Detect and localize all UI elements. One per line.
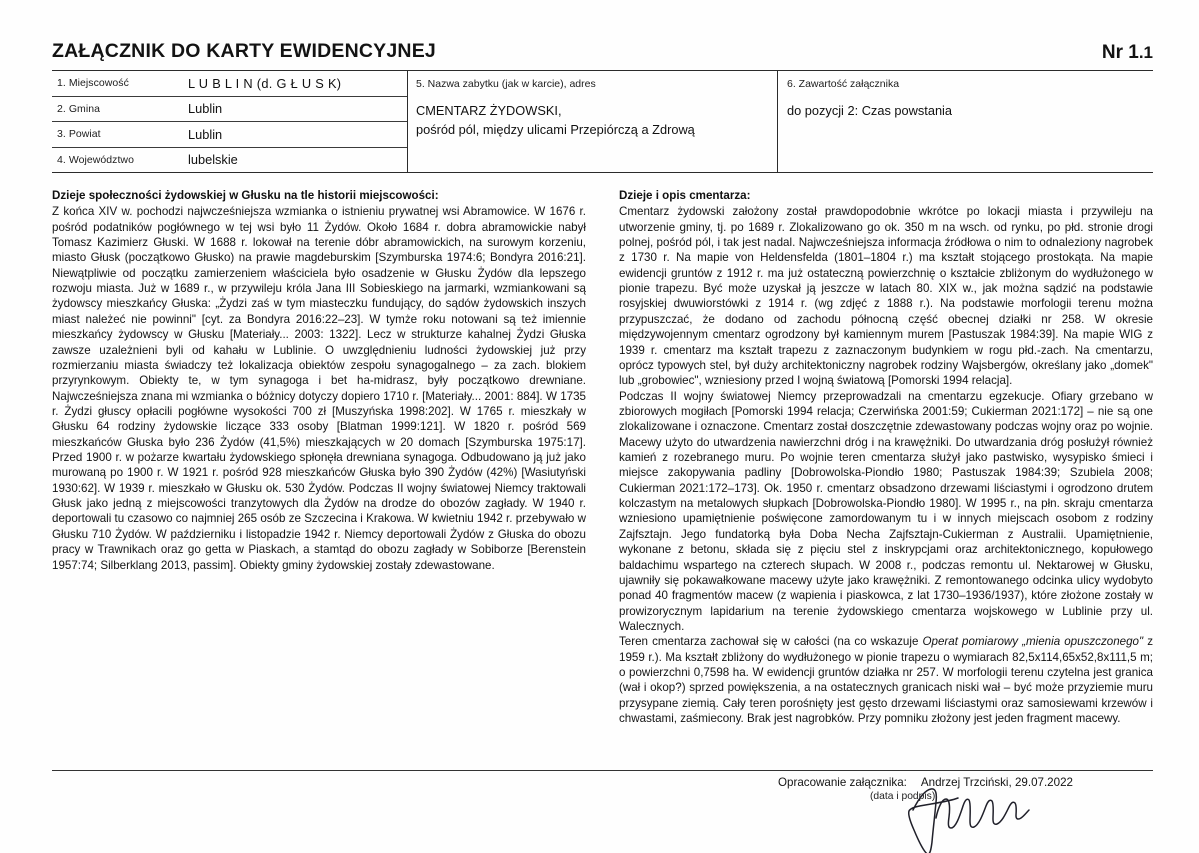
field-value-monument-name bbox=[416, 102, 777, 139]
monument-name-line-2: pośród pól, między ulicami Przepiórczą a Zdrową bbox=[416, 121, 695, 137]
table-row bbox=[52, 148, 407, 173]
paragraph-3-italic-title: Operat pomiarowy „mienia opuszczonego" bbox=[922, 635, 1144, 649]
field-value-attachment-content: do pozycji 2: Czas powstania bbox=[787, 103, 953, 118]
right-column-paragraph-2: Podczas II wojny światowej Niemcy przeprowadzali na cmentarzu egzekucje. Ofiary grzebano w zbiorowych mogiłach [Pomorski 1994 relacja; Czerwińska 2001:59; Cukierman 2021:172] – nie są one zlokalizowane i oznaczone. Cmentarz został doszczętnie zdewastowany podczas wojny oraz po wojnie. Macewy użyto do utwardzenia nawierzchni dróg i na krawężniki. Do utwardzania dróg posłużył również kamień z rozebranego muru. Po wojnie teren cmentarza służył jako pastwisko, wysypisko śmieci i miejsce zakopywania padliny [Dobrowolska-Piondło 1980; Pastuszak 1984:39; Szubiela 2008; Cukierman 2021:172–173]. Ok. 1950 r. cmentarz obsadzono drzewami liściastymi i ogrodzono drutem kolczastym na metalowych słupkach [Dobrowolska-Piondło 1980]. W 1995 r., na płn. skraju cmentarza wzniesiono upamiętnienie poświęcone zamordowanym tu i w innych miejscach osobom z rodziny Zajfsztajn. Jego fundatorką była Doba Necha Zajfsztajn-Cukierman z Australii. Upamiętnienie, wykonane z betonu, składa się z pięciu stel z inskrypcjami oraz architektonicznego, kopułowego baldachimu wspartego na czterech słupach. W 2008 r., podczas remontu ul. Nektarowej w Głusku, ujawniły się pokawałkowane macewy użyte jako krawężniki. Z remontowanego odcinka ulicy wydobyto ponad 40 fragmentów macew (z wapienia i piaskowca, z lat 1730–1936/1937), które złożone zostały w prowizorycznym lapidarium na terenie żydowskiego cmentarza wojskowego w Lublinie przy ul. Walecznych. bbox=[619, 389, 1153, 633]
right-column-heading: Dzieje i opis cmentarza: bbox=[619, 189, 751, 202]
field-value-voivodeship: lubelskie bbox=[188, 152, 238, 168]
attachment-number-sub: .1 bbox=[1138, 42, 1153, 62]
field-label-locality: 1. Miejscowość bbox=[57, 77, 129, 90]
right-column-paragraph-3 bbox=[619, 634, 1153, 726]
footer-sublabel: (data i podpis) bbox=[870, 791, 936, 802]
attachment-number-main: Nr 1 bbox=[1101, 41, 1139, 63]
left-column-heading: Dzieje społeczności żydowskiej w Głusku na tle historii miejscowości: bbox=[52, 189, 439, 202]
monument-name-line-1: CMENTARZ ŻYDOWSKI, bbox=[416, 103, 562, 118]
footer-author: Andrzej Trzciński, 29.07.2022 bbox=[920, 776, 1073, 789]
identification-left-column bbox=[52, 71, 408, 172]
left-column-paragraph: Z końca XIV w. pochodzi najwcześniejsza wzmianka o istnieniu prywatnej wsi Abramowice. W 1676 r. pośród podatników pogłównego w tej wsi było 11 Żydów. Około 1684 r. dobra abramowickie nabył Tomasz Kazimierz Głuski. W 1688 r. lokował na terenie dóbr abramowickich, na surowym korzeniu, miasto Głusk (początkowo Głusko) na prawie magdeburskim [Szymburska 1974:6; Bondyra 2016:21]. Niewątpliwie od początku zamierzeniem właściciela było osadzenie w Głusku Żydów dla lepszego rozwoju miasta. Już w 1689 r., w przywileju króla Jana III Sobieskiego na jarmarki, wzmiankowani są żydowscy mieszkańcy Głuska: „Żydzi zaś w tym miasteczku fundujący, do sądów żydowskich inszych miast należeć nie powinni" [cyt. za Bondyra 2016:22–23]. W tymże roku notowani są też imiennie mieszkańcy żydowscy w Głusku [Materiały... 2003: 1322]. Lecz w strukturze kahalnej Żydzi Głuska zawsze uzależnieni byli od kahału w Lublinie. O uwzględnieniu ludności żydowskiej już przy rozmierzaniu miasta świadczy też lokalizacja obiektów zespołu synagogalnego – za zach. blokiem przyrynkowym. Obiekty te, w tym synagoga i bet ha-midrasz, były początkowo drewniane. Najwcześniejsza znana mi wzmianka o bóżnicy dotyczy dopiero 1710 r. [Materiały... 2001: 884]. W 1735 r. Żydzi głuscy opłacili pogłówne wysokości 700 zł [Muszyńska 1998:202]. W 1765 r. mieszkały w Głusku 64 rodziny żydowskie liczące 333 osoby [Blatman 1999:121]. W 1820 r. pośród 569 mieszkańców Głuska było 236 Żydów (41,5%) mieszkających w 20 domach [Szymburska 1975:17]. Przed 1900 r. w pożarze kwartału żydowskiego spłonęła drewniana synagoga. Odbudowano ją już jako murowaną po 1900 r. W 1921 r. pośród 928 mieszkańców Głuska było 390 Żydów (42%) [Wasiutyński 1930:62]. W 1939 r. mieszkało w Głusku ok. 530 Żydów. Podczas II wojny światowej Niemcy traktowali Głusk jako jedną z miejscowości tranzytowych dla Żydów na drodze do obozów zagłady. W 1940 r. deportowali tu czasowo co najmniej 265 osób ze Szczecina i Krakowa. W kwietniu 1942 r. przebywało w Głusku 710 Żydów. W październiku i listopadzie 1942 r. Niemcy deportowali Żydów z Głuska do obozu pracy w Trawnikach oraz go getta w Piaskach, a stamtąd do obozu zagłady w Sobiborze [Berenstein 1957:74; Silberklang 2013, passim]. Obiekty gminy żydowskiej zostały zdewastowane. bbox=[52, 205, 586, 572]
footer-label: Opracowanie załącznika: bbox=[778, 776, 907, 789]
field-label-monument-name: 5. Nazwa zabytku (jak w karcie), adres bbox=[416, 78, 596, 90]
attachment-number bbox=[1102, 43, 1153, 62]
table-row bbox=[52, 97, 407, 123]
body-columns bbox=[52, 188, 1153, 727]
right-column-paragraph-1: Cmentarz żydowski założony został prawdopodobnie wkrótce po lokacji miasta i przywileju na utworzenie gminy, tj. po 1689 r. Zlokalizowano go ok. 350 m na wsch. od rynku, po płd. stronie drogi polnej, pośród pól, i tak jest nadal. Najwcześniejsza informacja źródłowa o nim to odnaleziony nagrobek z 1730 r. Na mapie von Heldensfelda (1801–1804 r.) ma kształt stojącego prostokąta. Na mapie ewidencji gruntów z 1912 r. ma już ostateczną powierzchnię o kształcie zbliżonym do wydłużonego w pionie trapezu. Być może uzyskał ją jeszcze w latach 80. XIX w., jak można sądzić na podstawie rosyjskiej dwuwiorstówki z 1914 r. (wg zdjęć z 1888 r.). Na podstawie morfologii terenu można przypuszczać, że dodano od zachodu północną część obecnej działki nr 258. W okresie międzywojennym cmentarz ogrodzony był kamiennym murem [Pastuszak 1984:39]. Na mapie WIG z 1939 r. cmentarz ma kształt trapezu z zaznaczonym budynkiem w rogu płd.-zach. Na cmentarzu, oprócz typowych stel, był duży architektoniczny nagrobek rodziny Wajsbergów, określany jako „domek" lub „grobowiec", wzniesiony przed I wojną światową [Pomorski 1994 relacja]. bbox=[619, 205, 1153, 388]
field-value-commune: Lublin bbox=[188, 101, 223, 117]
field-label-commune: 2. Gmina bbox=[57, 102, 100, 115]
page-title: ZAŁĄCZNIK DO KARTY EWIDENCYJNEJ bbox=[52, 40, 436, 62]
table-row bbox=[52, 122, 407, 148]
field-value-locality: L U B L I N (d. G Ł U S K) bbox=[188, 75, 342, 91]
footer-signature-block bbox=[690, 776, 1160, 802]
footer-divider bbox=[52, 770, 1153, 771]
field-label-attachment-content: 6. Zawartość załącznika bbox=[787, 78, 900, 90]
paragraph-3-post: z 1959 r.). Ma kształt zbliżony do wydłużonego w pionie trapezu o wymiarach 82,5x114,65x52,8x111,5 m; o powierzchni 0,7598 ha. W ewidencji gruntów działka nr 257. W morfologii terenu czytelna jest granica (wał i okop?) sprzed powiększenia, a na ostatecznych granicach niski wał – być może przyziemie muru przysypane ziemią. Cały teren porośnięty jest gęsto drzewami liściastymi oraz samosiewami krzewów i chwastami, zaśmiecony. Brak jest nagrobków. Przy pomniku złożony jest jeden fragment macewy. bbox=[619, 635, 1154, 726]
left-column bbox=[52, 188, 586, 727]
field-label-county: 3. Powiat bbox=[57, 128, 101, 141]
field-label-voivodeship: 4. Województwo bbox=[57, 153, 134, 166]
attachment-content-cell bbox=[778, 71, 1153, 172]
document-header bbox=[52, 42, 1153, 62]
identification-table bbox=[52, 70, 1153, 173]
field-value-county: Lublin bbox=[188, 126, 223, 142]
paragraph-3-pre: Teren cmentarza zachował się w całości (na co wskazuje bbox=[619, 635, 923, 649]
right-column bbox=[619, 188, 1153, 727]
footer-author-line bbox=[690, 776, 1160, 789]
monument-name-cell bbox=[408, 71, 778, 172]
table-row bbox=[52, 71, 407, 97]
